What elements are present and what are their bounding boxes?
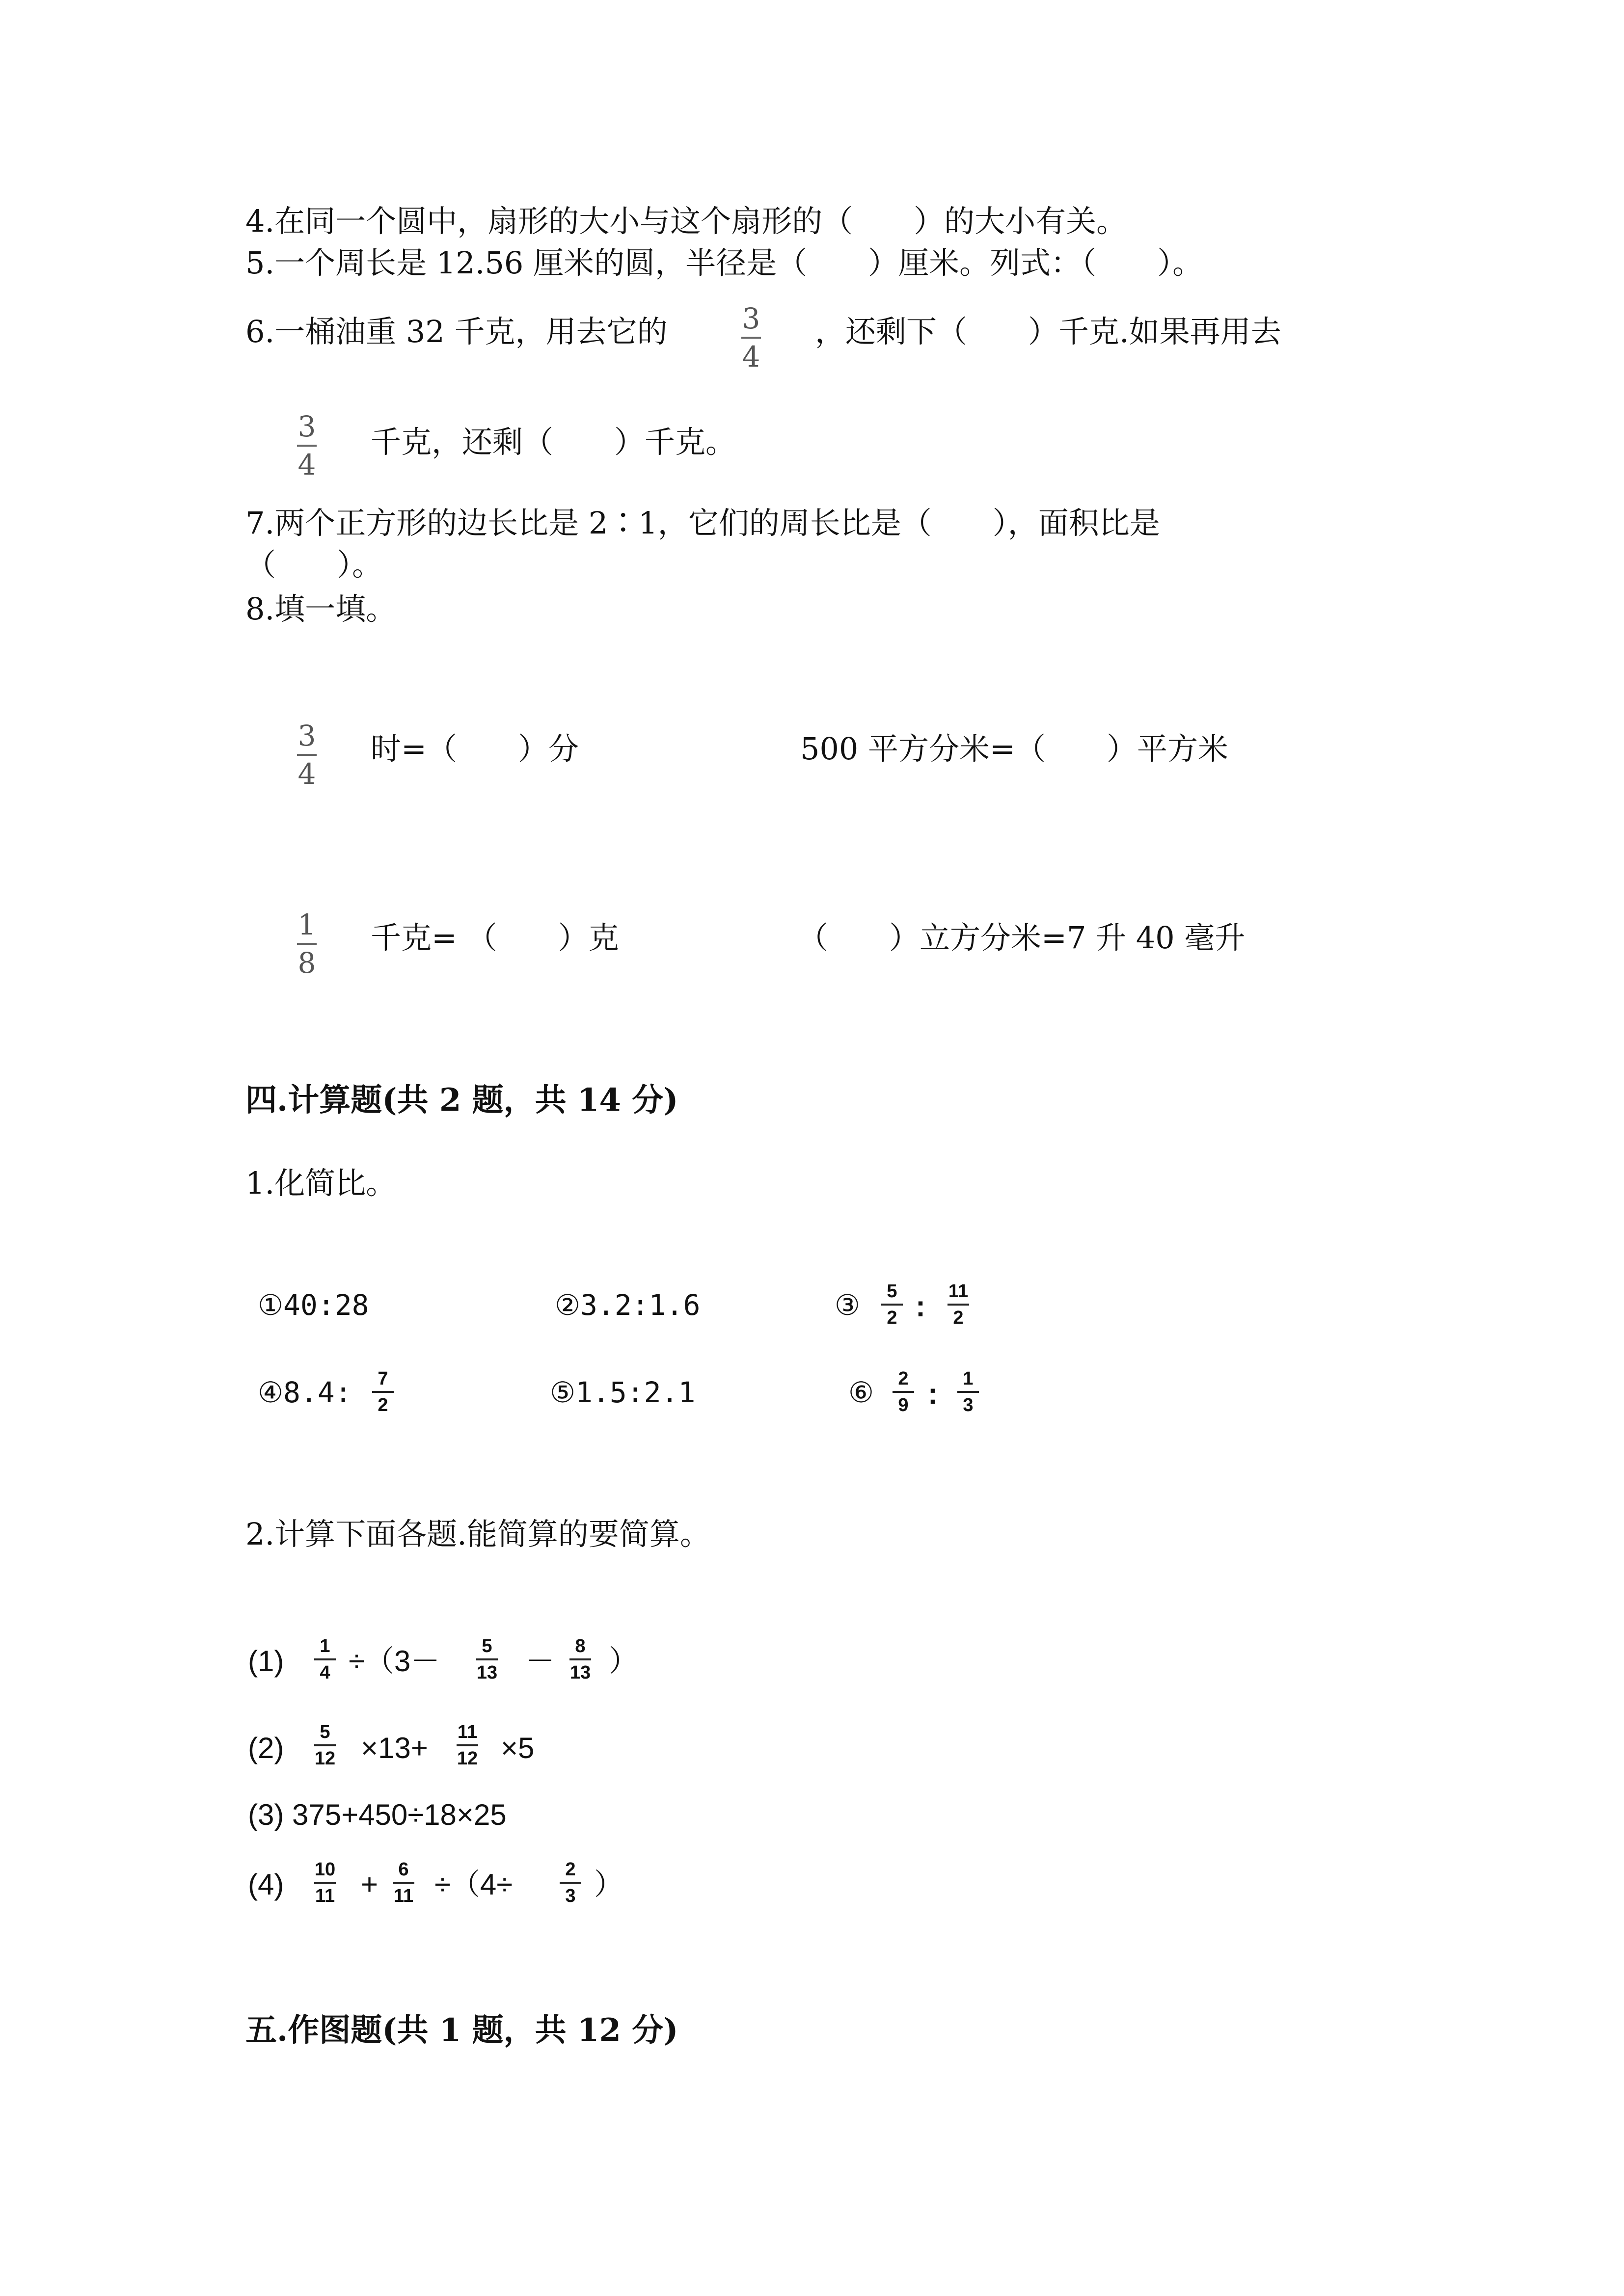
fraction-numerator: 1: [963, 1368, 974, 1389]
ratio-6-colon: :: [928, 1377, 938, 1410]
calc-4-fraction-1: [314, 1860, 336, 1905]
fraction-denominator: 2: [887, 1308, 897, 1328]
fraction-bar: [297, 754, 317, 756]
ratio-1: ①40:28: [258, 1288, 369, 1322]
question-8-item-c: 千克= （ ）克: [371, 920, 619, 956]
fraction-bar: [297, 445, 317, 447]
fraction-bar: [741, 337, 761, 339]
fraction-denominator: 12: [457, 1748, 478, 1769]
question-6-fraction-2: [297, 412, 317, 479]
question-6-part2: ，还剩下（ ）千克.如果再用去: [815, 314, 1281, 349]
fraction-numerator: 2: [898, 1368, 909, 1389]
fraction-denominator: 4: [320, 1662, 330, 1683]
question-4: 4.在同一个圆中，扇形的大小与这个扇形的（ ）的大小有关。: [245, 203, 1127, 239]
calc-4-op-2: ÷（4÷: [434, 1868, 513, 1901]
question-8-item-b: 500 平方分米=（ ）平方米: [800, 731, 1228, 767]
fraction-bar: [893, 1391, 914, 1393]
calc-2-fraction-2: [457, 1723, 478, 1768]
calc-4-label: (4): [248, 1868, 284, 1901]
ratio-3-fraction-a: [881, 1282, 903, 1327]
ratio-3-label: ③: [835, 1288, 860, 1322]
question-7-line1: 7.两个正方形的边长比是 2∶1，它们的周长比是（ ），面积比是: [245, 505, 1160, 541]
calc-4-end: ）: [594, 1868, 623, 1901]
calc-2-op-2: ×5: [501, 1732, 535, 1764]
calc-1-label: (1): [248, 1645, 284, 1678]
calc-1-end: ）: [609, 1645, 638, 1678]
section-5-title: 五.作图题(共 1 题，共 12 分): [245, 2012, 678, 2049]
fraction-bar: [560, 1882, 581, 1884]
question-6-part3: 千克，还剩（ ）千克。: [371, 424, 736, 460]
question-6-part1: 6.一桶油重 32 千克，用去它的: [245, 314, 668, 349]
fraction-denominator: 4: [742, 340, 760, 374]
fraction-bar: [569, 1658, 591, 1660]
fraction-denominator: 2: [953, 1308, 964, 1328]
question-6-fraction-1: [741, 302, 761, 374]
fraction-denominator: 11: [393, 1886, 414, 1906]
ratio-3-fraction-b: [947, 1282, 969, 1327]
fraction-denominator: 4: [298, 757, 316, 791]
question-7-line2: （ ）。: [245, 547, 383, 583]
calc-1-fraction-2: [476, 1637, 498, 1682]
calc-2-label: (2): [248, 1732, 284, 1764]
fraction-denominator: 11: [315, 1886, 335, 1906]
fraction-numerator: 11: [948, 1281, 969, 1302]
fraction-bar: [372, 1391, 394, 1393]
section-4-title: 四.计算题(共 2 题，共 14 分): [245, 1082, 678, 1119]
fraction-numerator: 2: [565, 1859, 576, 1880]
fraction-numerator: 7: [378, 1368, 388, 1389]
fraction-denominator: 12: [314, 1748, 336, 1769]
fraction-denominator: 13: [476, 1662, 498, 1683]
fraction-bar: [314, 1658, 336, 1660]
question-8: 8.填一填。: [245, 591, 397, 627]
calc-2-fraction-1: [314, 1723, 336, 1768]
fraction-numerator: 3: [298, 410, 316, 443]
fraction-denominator: 8: [298, 946, 316, 980]
fraction-bar: [393, 1882, 414, 1884]
question-5: 5.一个周长是 12.56 厘米的圆，半径是（ ）厘米。列式：（ ）。: [245, 245, 1203, 281]
fraction-bar: [957, 1391, 979, 1393]
fraction-numerator: 6: [398, 1859, 409, 1880]
fraction-bar: [881, 1304, 903, 1306]
calc-4-fraction-2: [393, 1860, 414, 1905]
fraction-numerator: 5: [482, 1636, 492, 1656]
section-4-question-1: 1.化简比。: [245, 1165, 397, 1201]
calc-3: (3) 375+450÷18×25: [248, 1798, 507, 1831]
fraction-denominator: 4: [298, 448, 316, 481]
fraction-denominator: 2: [378, 1395, 388, 1415]
ratio-6-fraction-a: [893, 1369, 914, 1415]
section-4-question-2: 2.计算下面各题.能简算的要简算。: [245, 1516, 710, 1552]
fraction-numerator: 11: [457, 1722, 478, 1742]
fraction-bar: [947, 1304, 969, 1306]
ratio-2: ②3.2:1.6: [555, 1288, 701, 1322]
fraction-denominator: 9: [898, 1395, 909, 1415]
fraction-numerator: 3: [742, 302, 760, 335]
fraction-bar: [457, 1744, 478, 1746]
fraction-numerator: 1: [320, 1636, 330, 1656]
calc-4-op-1: +: [361, 1868, 379, 1901]
ratio-4-text: ④8.4:: [258, 1376, 352, 1409]
fraction-numerator: 10: [314, 1859, 336, 1880]
ratio-3-colon: :: [916, 1290, 925, 1323]
fraction-bar: [297, 943, 317, 945]
fraction-bar: [314, 1882, 336, 1884]
fraction-numerator: 8: [575, 1636, 586, 1656]
ratio-4-fraction: [372, 1369, 394, 1415]
question-8-item-a: 时=（ ）分: [371, 731, 579, 767]
fraction-numerator: 3: [298, 719, 316, 752]
fraction-numerator: 5: [887, 1281, 897, 1302]
calc-1-op-2: －: [525, 1645, 555, 1678]
fraction-numerator: 5: [320, 1722, 330, 1742]
ratio-5: ⑤1.5:2.1: [550, 1376, 696, 1409]
calc-2-op-1: ×13+: [361, 1732, 428, 1764]
fraction-bar: [476, 1658, 498, 1660]
question-8-item-d: （ ）立方分米=7 升 40 毫升: [798, 920, 1245, 956]
ratio-6-fraction-b: [957, 1369, 979, 1415]
fraction-bar: [314, 1744, 336, 1746]
ratio-6-label: ⑥: [848, 1376, 874, 1409]
calc-1-op-1: ÷（3－: [349, 1645, 440, 1678]
question-8-fraction-a: [297, 719, 317, 791]
fraction-denominator: 13: [569, 1662, 591, 1683]
fraction-denominator: 3: [963, 1395, 974, 1415]
fraction-numerator: 1: [298, 908, 316, 941]
calc-1-fraction-3: [569, 1637, 591, 1682]
question-8-fraction-c: [297, 908, 317, 980]
calc-1-fraction-1: [314, 1637, 336, 1682]
calc-4-fraction-3: [560, 1860, 581, 1905]
fraction-denominator: 3: [565, 1886, 576, 1906]
